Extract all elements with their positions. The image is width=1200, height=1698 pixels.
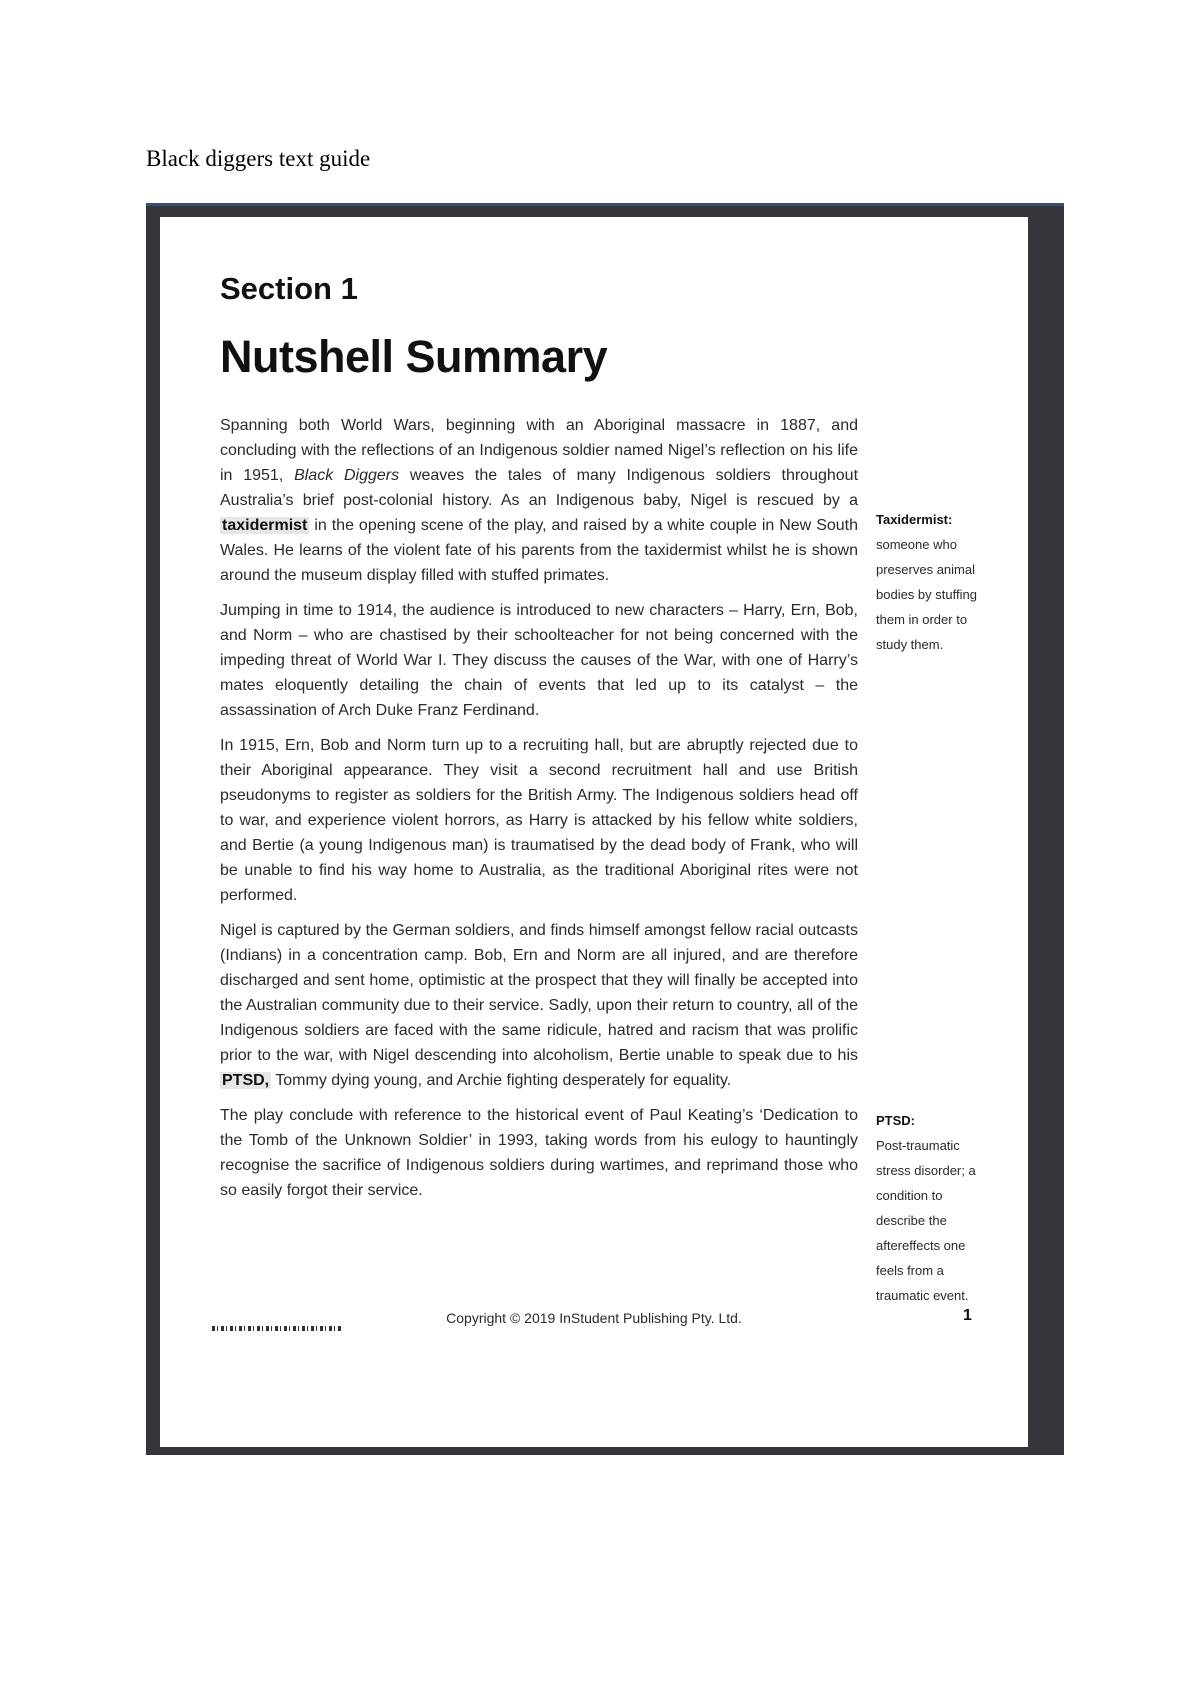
barcode-mark (212, 1326, 342, 1331)
margin-note-definition: someone who preserves animal bodies by stuffing them in order to study them. (876, 537, 977, 652)
margin-note-ptsd (876, 1108, 994, 1308)
scanned-page-frame (146, 203, 1064, 1455)
copyright-footer: Copyright © 2019 InStudent Publishing Pty. Ltd. (446, 1310, 742, 1326)
summary-paragraph-2: Jumping in time to 1914, the audience is introduced to new characters – Harry, Ern, Bob, and Norm – who are chastised by their schoolteacher for not being concerned with the impeding threat of World War I. They discuss the causes of the War, with one of Harry’s mates eloquently detailing the chain of events that led up to its catalyst – the assassination of Arch Duke Franz Ferdinand. (220, 602, 858, 719)
paragraph-4-text-a: Nigel is captured by the German soldiers, and finds himself amongst fellow racial outcasts (Indians) in a concentration camp. Bob, Ern and Norm are all injured, and are therefore discharged and sent home, optimistic at the prospect that they will finally be accepted into the Australian community due to their service. Sadly, upon their return to country, all of the Indigenous soldiers are faced with the same ridicule, hatred and racism that was prolific prior to the war, with Nigel descending into alcoholism, Bertie unable to speak due to his (220, 922, 858, 1064)
margin-note-term: PTSD: (876, 1113, 915, 1128)
margin-note-taxidermist (876, 507, 994, 657)
highlight-taxidermist: taxidermist (222, 517, 308, 534)
document-heading: Black diggers text guide (146, 146, 371, 171)
scanned-page (160, 217, 1028, 1447)
paragraph-4-text-c: Tommy dying young, and Archie fighting desperately for equality. (271, 1072, 732, 1089)
page-title: Nutshell Summary (220, 331, 608, 382)
summary-body (220, 413, 858, 1213)
summary-paragraph-4 (220, 918, 858, 1093)
summary-paragraph-3: In 1915, Ern, Bob and Norm turn up to a recruiting hall, but are abruptly rejected due to their Aboriginal appearance. They visit a second recruitment hall and use British pseudonyms to register as soldiers for the British Army. The Indigenous soldiers head off to war, and experience violent horrors, as Harry is attacked by his fellow white soldiers, and Bertie (a young Indigenous man) is traumatised by the dead body of Frank, who will be unable to find his way home to Australia, as the traditional Aboriginal rites were not performed. (220, 737, 858, 904)
section-label: Section 1 (220, 271, 358, 306)
summary-paragraph-5: The play conclude with reference to the historical event of Paul Keating’s ‘Dedication to the Tomb of the Unknown Soldier’ in 1993, taking words from his eulogy to hauntingly recognise the sacrifice of Indigenous soldiers during wartimes, and reprimand those who so easily forgot their service. (220, 1107, 858, 1199)
margin-note-definition: Post-traumatic stress disorder; a condition to describe the aftereffects one feels from a traumatic event. (876, 1138, 976, 1303)
highlight-ptsd: PTSD, (222, 1072, 270, 1089)
play-title-italic: Black Diggers (294, 467, 400, 484)
paragraph-1-text-e: in the opening scene of the play, and raised by a white couple in New South Wales. He learns of the violent fate of his parents from the taxidermist whilst he is shown around the museum display filled with stuffed primates. (220, 517, 858, 584)
summary-paragraph-1 (220, 413, 858, 588)
page-number: 1 (963, 1307, 972, 1324)
margin-note-term: Taxidermist: (876, 512, 953, 527)
paragraph-1-text-a: Spanning both World Wars, beginning with an Aboriginal massacre in 1887, and concluding with the reflections of an Indigenous soldier named Nigel’s reflection on his life in 1951, (220, 417, 858, 484)
paragraph-1-text-c: weaves the tales of many Indigenous soldiers throughout Australia’s brief post-colonial history. As an Indigenous baby, Nigel is rescued by a (220, 467, 859, 509)
